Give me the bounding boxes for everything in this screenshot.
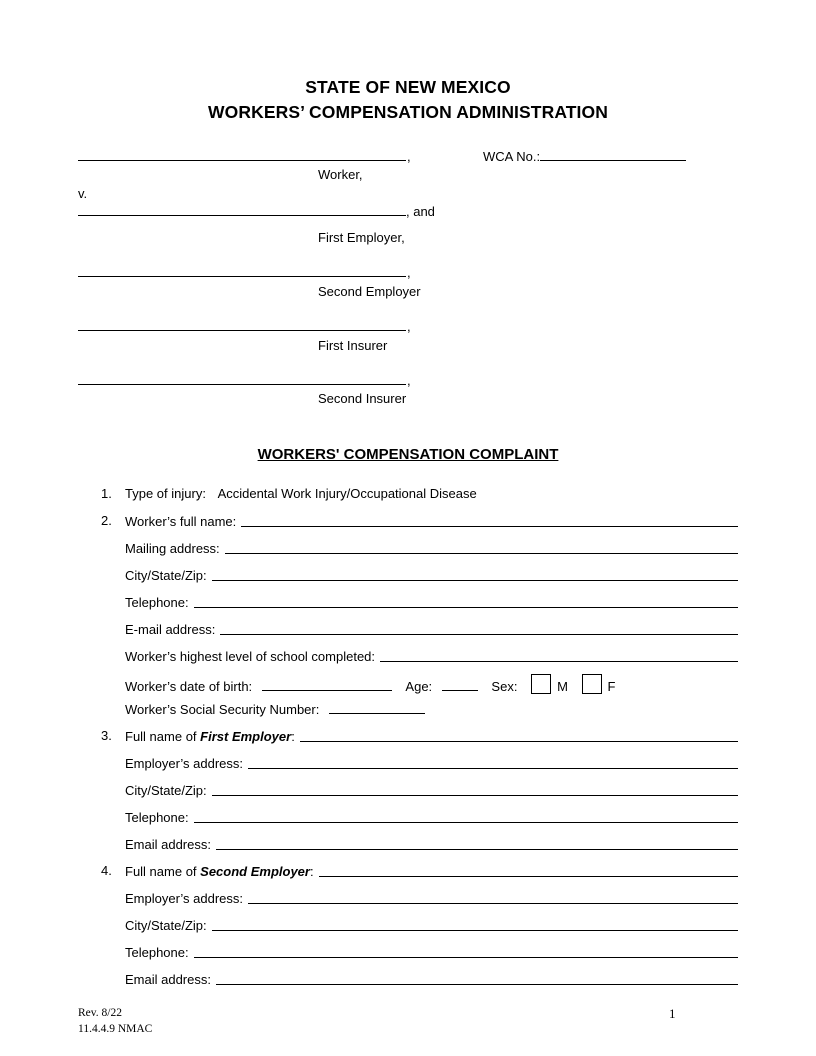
second-insurer-caption-field[interactable]: [78, 372, 411, 388]
field-label: Telephone:: [125, 810, 189, 825]
field-label: City/State/Zip:: [125, 918, 207, 933]
field-line[interactable]: [194, 810, 738, 823]
sex-male-checkbox[interactable]: [531, 674, 551, 694]
field-label: Email address:: [125, 837, 211, 852]
field-label: Employer’s address:: [125, 891, 244, 906]
second-employer-caption-label: Second Employer: [318, 284, 421, 299]
first-employer-name-field[interactable]: [125, 726, 738, 744]
item-number: 4.: [101, 863, 112, 878]
field-label: City/State/Zip:: [125, 783, 207, 798]
field-line[interactable]: [212, 568, 738, 581]
field-line[interactable]: [216, 972, 738, 985]
comma: ,: [407, 373, 411, 388]
item-number: 3.: [101, 728, 112, 743]
first-employer-caption-label: First Employer,: [318, 230, 405, 245]
worker-name-field[interactable]: [78, 148, 411, 164]
comma: ,: [407, 265, 411, 280]
worker-dob-age-sex-row: [125, 674, 615, 694]
second-employer-city-state-zip-field[interactable]: [125, 915, 738, 933]
first-employer-email-field[interactable]: [125, 834, 738, 852]
sex-female-label: F: [607, 679, 616, 694]
injury-type-value: Accidental Work Injury/Occupational Disease: [217, 486, 477, 501]
worker-mailing-address-field[interactable]: [125, 538, 738, 556]
wca-label: WCA No.:: [483, 149, 541, 164]
field-line[interactable]: [212, 783, 738, 796]
footer-page-number: 1: [669, 1006, 676, 1021]
item-number: 2.: [101, 513, 112, 528]
worker-city-state-zip-field[interactable]: [125, 565, 738, 583]
dob-label: Worker’s date of birth:: [125, 679, 253, 694]
second-employer-telephone-field[interactable]: [125, 942, 738, 960]
worker-caption-label: Worker,: [318, 167, 363, 182]
field-line[interactable]: [380, 649, 738, 662]
second-employer-address-field[interactable]: [125, 888, 738, 906]
second-employer-name-field[interactable]: [125, 861, 738, 879]
field-label: Employer’s address:: [125, 756, 244, 771]
field-line[interactable]: [220, 622, 738, 635]
field-line[interactable]: [300, 729, 738, 742]
label-suffix: :: [309, 864, 314, 879]
complaint-title: WORKERS' COMPENSATION COMPLAINT: [257, 446, 559, 463]
worker-full-name-field[interactable]: [125, 511, 738, 529]
first-employer-caption-field[interactable]: [78, 203, 435, 219]
first-insurer-caption-field[interactable]: [78, 318, 411, 334]
field-label: Mailing address:: [125, 541, 220, 556]
first-employer-city-state-zip-field[interactable]: [125, 780, 738, 798]
worker-school-level-field[interactable]: [125, 646, 738, 664]
first-employer-telephone-field[interactable]: [125, 807, 738, 825]
age-input[interactable]: [442, 678, 478, 691]
field-label: E-mail address:: [125, 622, 216, 637]
field-line[interactable]: [194, 595, 738, 608]
field-line[interactable]: [216, 837, 738, 850]
sex-label: Sex:: [491, 679, 518, 694]
field-label: Telephone:: [125, 945, 189, 960]
ssn-input[interactable]: [329, 701, 425, 714]
header-agency: WORKERS’ COMPENSATION ADMINISTRATION: [208, 102, 608, 122]
field-label: Email address:: [125, 972, 211, 987]
field-label: Telephone:: [125, 595, 189, 610]
field-line[interactable]: [319, 864, 738, 877]
field-line[interactable]: [241, 514, 738, 527]
item-number: 1.: [101, 486, 112, 501]
field-line[interactable]: [248, 891, 738, 904]
and-text: , and: [406, 204, 435, 219]
worker-email-field[interactable]: [125, 619, 738, 637]
sex-female-checkbox[interactable]: [582, 674, 602, 694]
second-insurer-caption-label: Second Insurer: [318, 391, 407, 406]
comma: ,: [407, 149, 411, 164]
field-label: Worker’s highest level of school completed:: [125, 649, 376, 664]
versus-label: v.: [78, 186, 88, 201]
field-label: [125, 864, 314, 879]
field-line[interactable]: [225, 541, 738, 554]
worker-telephone-field[interactable]: [125, 592, 738, 610]
field-line[interactable]: [248, 756, 738, 769]
wca-number-field[interactable]: [483, 148, 686, 164]
injury-type-row: [125, 486, 477, 501]
field-label: [125, 729, 295, 744]
label-emphasis: First Employer: [200, 729, 292, 744]
dob-input[interactable]: [262, 678, 392, 691]
label-suffix: :: [291, 729, 295, 744]
field-label: Worker’s full name:: [125, 514, 237, 529]
comma: ,: [407, 319, 411, 334]
field-line[interactable]: [194, 945, 738, 958]
header-state: STATE OF NEW MEXICO: [305, 77, 511, 97]
injury-type-label: Type of injury:: [125, 486, 206, 501]
sex-male-label: M: [557, 679, 568, 694]
label-prefix: Full name of: [125, 729, 201, 744]
first-insurer-caption-label: First Insurer: [318, 338, 388, 353]
age-label: Age:: [405, 679, 433, 694]
label-prefix: Full name of: [125, 864, 201, 879]
ssn-label: Worker’s Social Security Number:: [125, 702, 320, 717]
footer-revision: Rev. 8/22: [78, 1007, 122, 1019]
footer-nmac-code: 11.4.4.9 NMAC: [78, 1023, 153, 1035]
field-label: City/State/Zip:: [125, 568, 207, 583]
worker-ssn-row: [125, 701, 425, 717]
second-employer-caption-field[interactable]: [78, 264, 411, 280]
label-emphasis: Second Employer: [200, 864, 310, 879]
first-employer-address-field[interactable]: [125, 753, 738, 771]
second-employer-email-field[interactable]: [125, 969, 738, 987]
field-line[interactable]: [212, 918, 738, 931]
